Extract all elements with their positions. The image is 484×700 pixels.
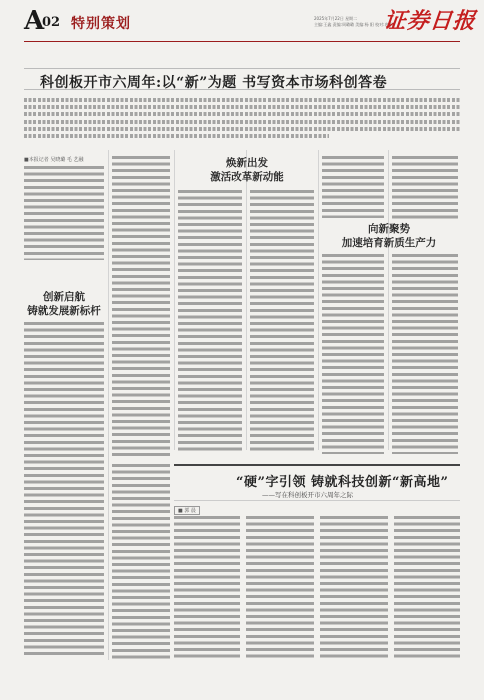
issue-date: 2025年7月22日 星期二 xyxy=(314,16,358,21)
body-text xyxy=(24,166,104,260)
feature-title: “硬”字引领 铸就科技创新“新高地” xyxy=(236,475,449,490)
column-name: 特别策划 xyxy=(71,16,131,32)
body-text xyxy=(392,254,458,454)
body-text xyxy=(112,156,170,456)
feature-rule xyxy=(174,500,460,501)
body-text xyxy=(392,156,458,220)
lead-paragraph xyxy=(24,98,460,138)
page-letter: A xyxy=(24,6,45,36)
subhead-2: 焕新出发 激活改革新动能 xyxy=(210,157,284,183)
column-rule xyxy=(388,150,389,450)
body-text xyxy=(24,322,104,658)
body-text xyxy=(322,254,384,454)
column-rule xyxy=(174,150,175,450)
body-text xyxy=(250,190,314,454)
body-text xyxy=(320,516,388,660)
subhead-3: 向新聚势 加速培育新质生产力 xyxy=(341,223,437,249)
page-header xyxy=(0,0,484,44)
body-text xyxy=(246,516,314,660)
masthead-logo: 证券日报 xyxy=(382,8,478,34)
header-rule xyxy=(24,41,460,42)
byline: ■本报记者 吴晓璐 毛 艺融 xyxy=(24,157,84,163)
body-text xyxy=(394,516,460,660)
editor-credits: 主编:王鑫 责编:周璐璐 美编:杨 阳 校对:冉 怀 xyxy=(314,22,394,27)
body-text xyxy=(178,190,242,454)
body-text xyxy=(322,156,384,218)
subhead-1: 创新启航 铸就发展新标杆 xyxy=(27,291,101,317)
feature-subtitle: ——写在科创板开市六周年之际 xyxy=(262,491,353,499)
feature-author: ■ 郭 晨 xyxy=(174,506,200,515)
column-rule xyxy=(246,150,247,450)
body-text xyxy=(174,516,240,660)
column-rule xyxy=(108,150,109,660)
column-rule xyxy=(318,150,319,450)
body-text xyxy=(112,464,170,660)
page-number: 02 xyxy=(42,15,61,30)
article-title: 科创板开市六周年:以“新”为题 书写资本市场科创答卷 xyxy=(40,75,388,91)
